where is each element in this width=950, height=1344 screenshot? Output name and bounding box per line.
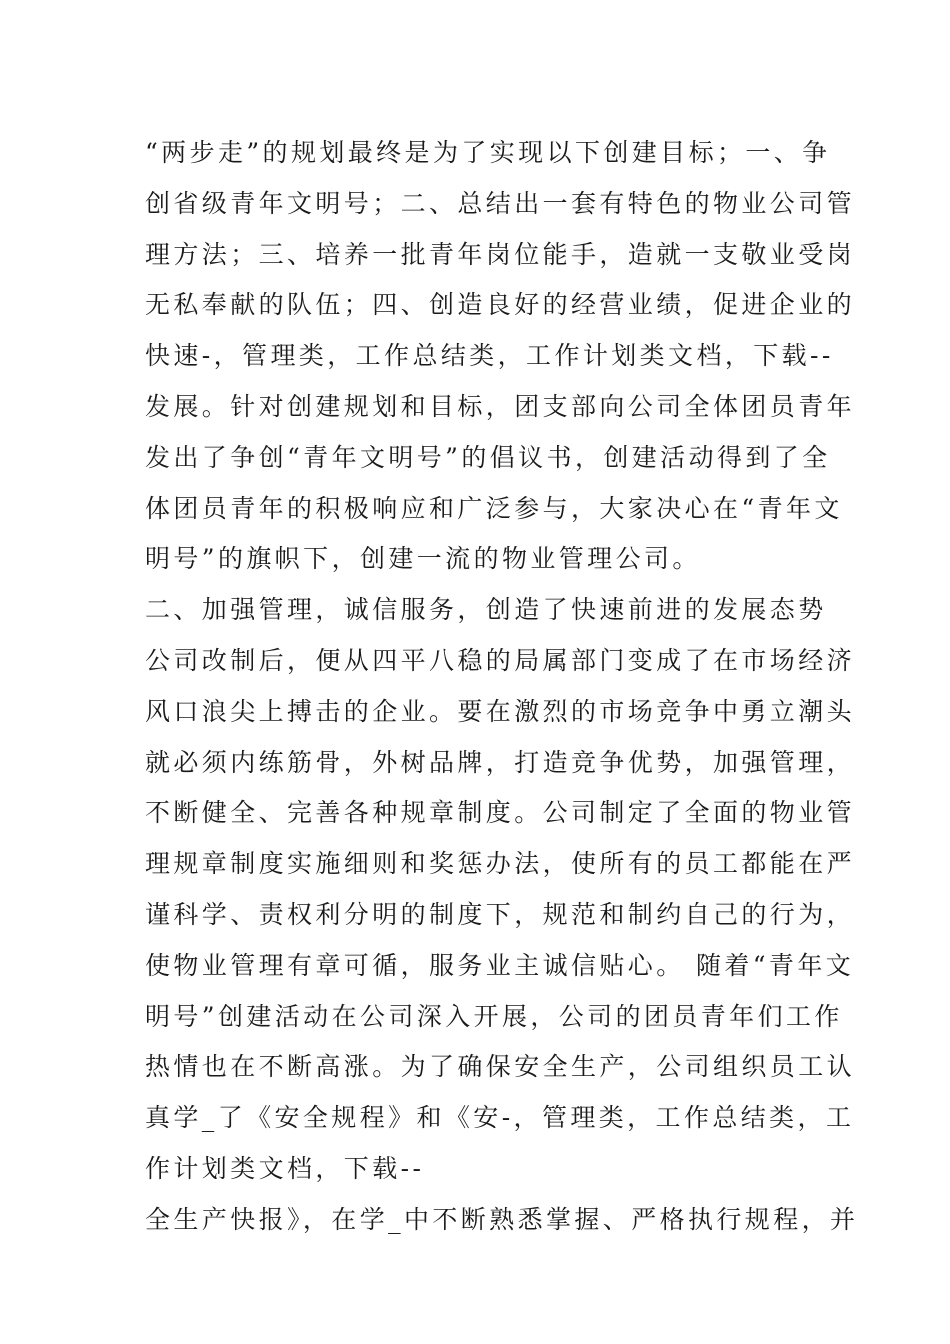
text-line: 理规章制度实施细则和奖惩办法，使所有的员工都能在严: [145, 849, 856, 879]
text-line: 使物业管理有章可循，服务业主诚信贴心。 随着“青年文: [145, 950, 855, 980]
text-line: 体团员青年的积极响应和广泛参与，大家决心在“青年文: [145, 493, 843, 523]
section-heading: 二、加强管理，诚信服务，创造了快速前进的发展态势: [145, 595, 827, 625]
text-line: 快速-，管理类，工作总结类，工作计划类文档，下载--: [145, 341, 834, 371]
body-text: [145, 128, 859, 1246]
text-line: 风口浪尖上搏击的企业。要在激烈的市场竞争中勇立潮头: [145, 696, 856, 726]
text-line: 明号”创建活动在公司深入开展，公司的团员青年们工作: [145, 1001, 843, 1031]
text-line: 不断健全、完善各种规章制度。公司制定了全面的物业管: [145, 798, 856, 828]
text-line: “两步走”的规划最终是为了实现以下创建目标；一、争: [145, 138, 831, 167]
text-line: 发出了争创“青年文明号”的倡议书，创建活动得到了全: [145, 442, 831, 472]
text-line: 真学_了《安全规程》和《安-，管理类，工作总结类，工: [145, 1103, 855, 1133]
text-line: 作计划类文档，下载--: [145, 1153, 425, 1183]
text-line: 无私奉献的队伍；四、创造良好的经营业绩，促进企业的: [145, 290, 856, 320]
text-line: 理方法；三、培养一批青年岗位能手，造就一支敬业受岗: [145, 239, 856, 269]
text-line: 公司改制后，便从四平八稳的局属部门变成了在市场经济: [145, 645, 856, 675]
text-line: 就必须内练筋骨，外树品牌，打造竞争优势，加强管理，: [145, 747, 856, 777]
text-line: 发展。针对创建规划和目标，团支部向公司全体团员青年: [145, 391, 856, 421]
text-line: 热情也在不断高涨。为了确保安全生产，公司组织员工认: [145, 1052, 856, 1082]
text-line: 明号”的旗帜下，创建一流的物业管理公司。: [145, 544, 701, 574]
text-line: 全生产快报》，在学_中不断熟悉掌握、严格执行规程，并: [145, 1204, 859, 1234]
text-line: 谨科学、责权利分明的制度下，规范和制约自己的行为，: [145, 899, 856, 929]
text-line: 创省级青年文明号；二、总结出一套有特色的物业公司管: [145, 188, 856, 218]
